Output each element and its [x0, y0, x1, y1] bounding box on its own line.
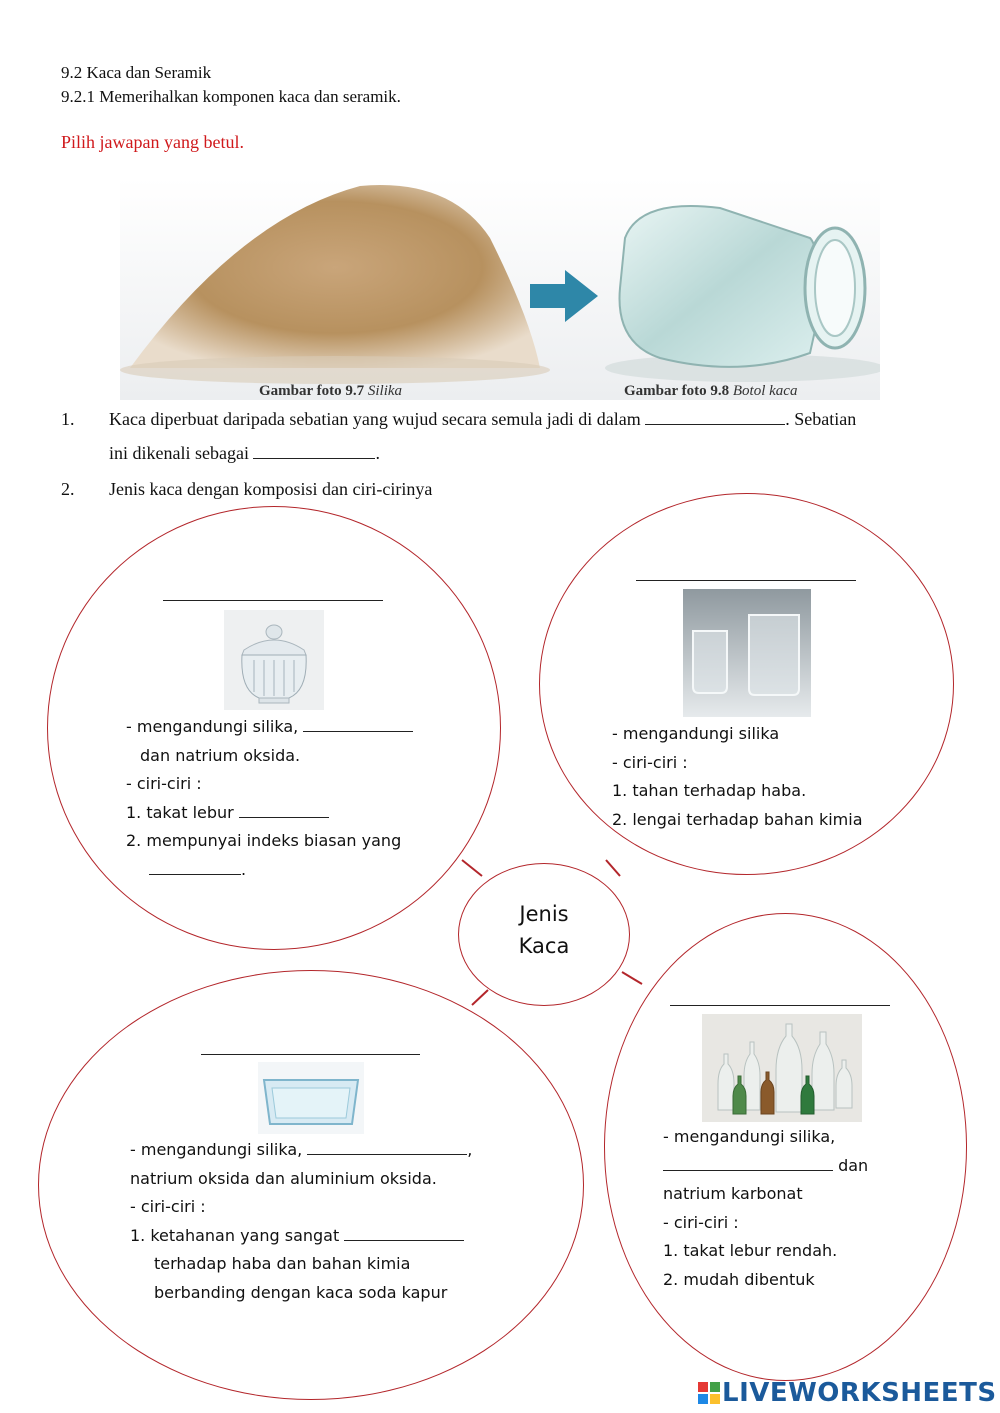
bottom-right-l2-end: dan: [838, 1155, 869, 1175]
top-left-line-4: [126, 799, 413, 828]
glass-bottles-image: [702, 1014, 862, 1122]
bottom-right-l6: 2. mudah dibentuk: [663, 1269, 815, 1289]
bottom-right-answer-blank-1[interactable]: [663, 1153, 833, 1171]
baking-dish-photo: [258, 1062, 364, 1134]
q1-text-part1: Kaca diperbuat daripada sebatian yang wujud secara semula jadi di dalam: [109, 409, 641, 429]
bottom-left-l1: - mengandungi silika,: [130, 1140, 303, 1159]
top-right-title-blank[interactable]: [636, 580, 856, 581]
bottom-left-l5: terhadap haba dan bahan kimia: [154, 1254, 411, 1273]
center-label: [458, 898, 630, 962]
section-title: 9.2 Kaca dan Seramik: [61, 63, 212, 82]
top-right-text: [612, 720, 863, 834]
beakers-photo: [683, 589, 811, 717]
bottom-left-text: [130, 1136, 472, 1307]
bottom-right-l1: - mengandungi silika,: [663, 1127, 836, 1146]
subsection-title: 9.2.1 Memerihalkan komponen kaca dan seramik.: [61, 87, 401, 106]
top-right-l3: 1. tahan terhadap haba.: [612, 781, 807, 800]
bottom-right-text: [663, 1123, 868, 1294]
top-left-answer-blank-1[interactable]: [303, 714, 413, 732]
instruction: Pilih jawapan yang betul.: [61, 132, 244, 152]
top-right-l4: 2. lengai terhadap bahan kimia: [612, 809, 863, 829]
q1-text-part4: .: [375, 443, 380, 463]
bottom-left-line-1: [130, 1136, 472, 1165]
bottom-right-title-blank[interactable]: [670, 1005, 890, 1006]
top-left-answer-blank-3[interactable]: [149, 857, 241, 875]
liveworksheets-logo-icon: [698, 1382, 720, 1404]
center-label-line2: Kaca: [518, 934, 570, 958]
beakers-image: [683, 589, 811, 717]
baking-dish-image: [258, 1062, 364, 1134]
bottom-left-l6: berbanding dengan kaca soda kapur: [154, 1282, 448, 1302]
bottom-right-line-2: [663, 1152, 868, 1181]
bottom-right-l5: 1. takat lebur rendah.: [663, 1241, 838, 1260]
top-left-text: [126, 713, 413, 884]
bottom-left-answer-blank-1[interactable]: [307, 1137, 467, 1155]
q1-number: 1.: [61, 409, 75, 429]
bottom-right-l4: - ciri-ciri :: [663, 1212, 739, 1232]
glass-bowl-photo: [224, 610, 324, 710]
connector-bottom-left: [472, 990, 488, 1005]
glass-bottles-photo: [702, 1014, 862, 1122]
connector-top-left: [462, 860, 482, 876]
top-right-l1: - mengandungi silika: [612, 724, 780, 743]
bottom-right-l3: natrium karbonat: [663, 1184, 803, 1203]
top-left-line-1: [126, 713, 413, 742]
top-left-l1: - mengandungi silika,: [126, 717, 299, 736]
caption-botol-name: Botol kaca: [732, 383, 798, 399]
q2-number: 2.: [61, 479, 75, 499]
top-left-l2: dan natrium oksida.: [140, 745, 301, 765]
liveworksheets-logo-text: LIVEWORKSHEETS: [722, 1378, 997, 1408]
caption-silika-name: Silika: [367, 383, 403, 399]
bottom-left-l3: - ciri-ciri :: [130, 1197, 206, 1216]
connector-bottom-right: [622, 972, 642, 984]
q1-text-part3: ini dikenali sebagai: [109, 443, 249, 463]
caption-silika-label: Gambar foto 9.7: [259, 383, 365, 399]
caption-botol-label: Gambar foto 9.8: [624, 383, 730, 399]
q1-text-part2: . Sebatian: [785, 409, 857, 429]
q2-text: Jenis kaca dengan komposisi dan ciri-cirinya: [109, 479, 433, 499]
bottom-left-l4: 1. ketahanan yang sangat: [130, 1225, 340, 1245]
bottom-left-l1-end: ,: [467, 1140, 473, 1159]
bottom-left-l2: natrium oksida dan aluminium oksida.: [130, 1168, 437, 1188]
bottom-left-line-4: [130, 1222, 472, 1251]
top-right-l2: - ciri-ciri :: [612, 752, 688, 772]
bottom-left-title-blank[interactable]: [201, 1054, 420, 1055]
bottom-left-answer-blank-2[interactable]: [344, 1223, 464, 1241]
top-left-title-blank[interactable]: [163, 600, 383, 601]
glass-bowl-image: [224, 610, 324, 710]
top-left-l6: .: [241, 859, 247, 879]
top-left-l5: 2. mempunyai indeks biasan yang: [126, 831, 402, 850]
liveworksheets-logo[interactable]: [698, 1378, 997, 1408]
top-left-line-6: [126, 856, 413, 885]
top-left-l3: - ciri-ciri :: [126, 774, 202, 793]
top-left-l4: 1. takat lebur: [126, 802, 234, 822]
top-left-answer-blank-2[interactable]: [239, 800, 329, 818]
center-label-line1: Jenis: [519, 902, 569, 926]
connector-top-right: [606, 860, 620, 876]
